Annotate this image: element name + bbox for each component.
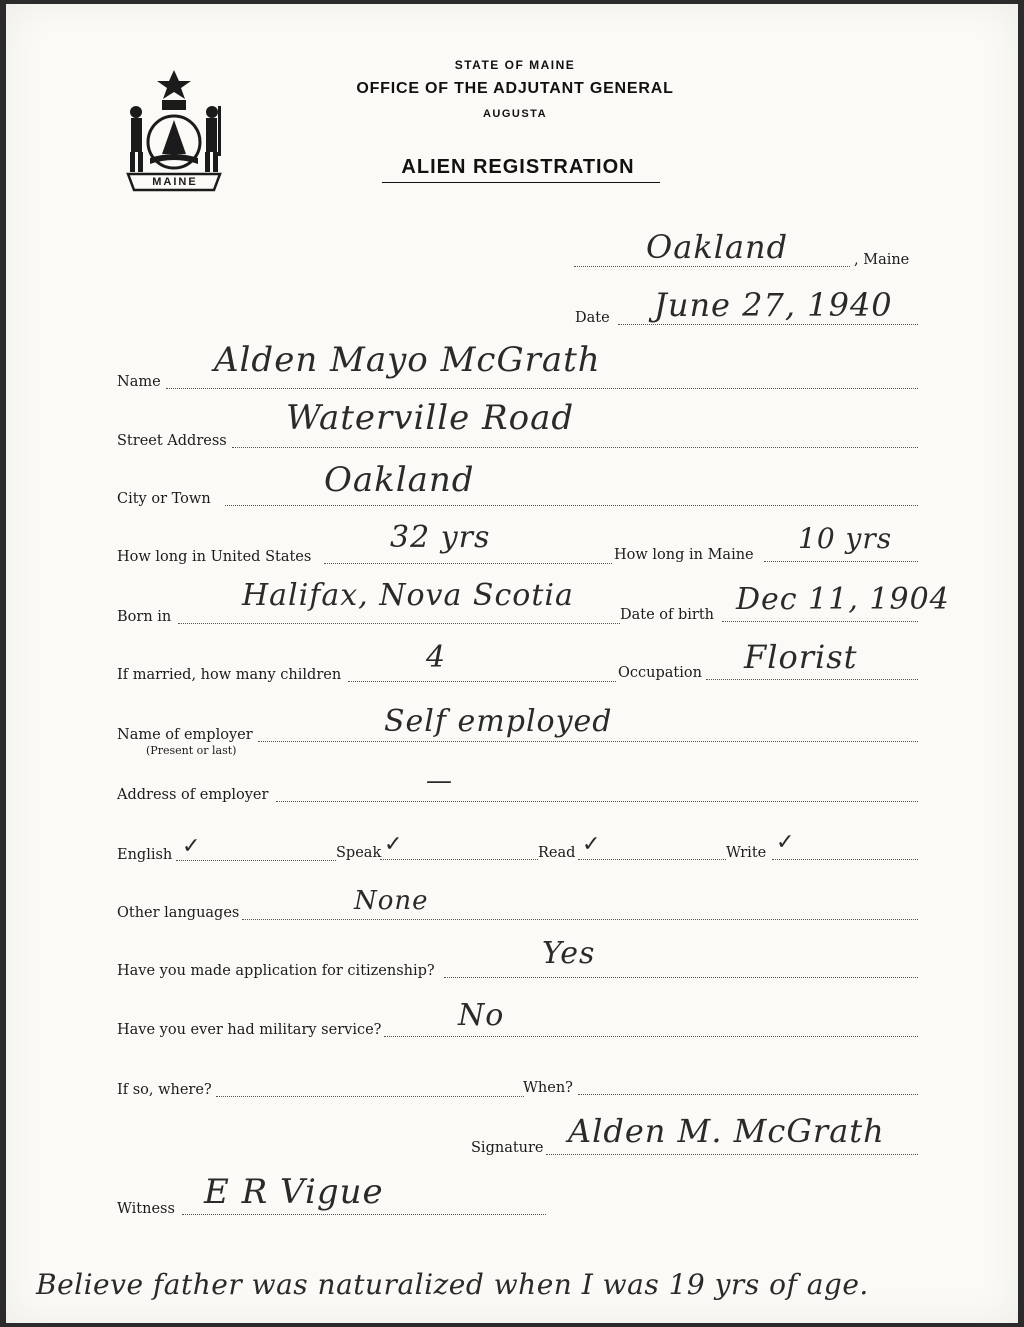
signature-value: Alden M. McGrath xyxy=(568,1112,885,1150)
children-label: If married, how many children xyxy=(117,667,342,683)
name-label: Name xyxy=(117,374,161,390)
citizenship-value: Yes xyxy=(542,936,596,971)
seal-text: MAINE xyxy=(152,176,198,188)
date-of-birth-line xyxy=(722,621,918,622)
city-line xyxy=(225,505,918,506)
registration-form xyxy=(6,4,1018,1323)
date-of-birth-label: Date of birth xyxy=(620,607,715,623)
children-value: 4 xyxy=(426,640,447,675)
how-long-maine-line xyxy=(764,561,918,562)
street-address-value: Waterville Road xyxy=(286,398,575,438)
write-label: Write xyxy=(726,845,767,861)
form-title: ALIEN REGISTRATION xyxy=(401,156,635,178)
english-line xyxy=(176,860,336,861)
date-line xyxy=(618,324,918,325)
header-city: AUGUSTA xyxy=(482,108,548,120)
speak-label: Speak xyxy=(336,845,382,861)
employer-address-line xyxy=(276,801,918,802)
employer-note: (Present or last) xyxy=(146,744,237,757)
signature-line xyxy=(546,1154,918,1155)
occupation-value: Florist xyxy=(744,638,858,676)
town-suffix-label: , Maine xyxy=(854,252,910,268)
witness-value: E R Vigue xyxy=(204,1172,384,1212)
employer-value: Self employed xyxy=(384,704,613,739)
read-line xyxy=(578,859,726,860)
where-line xyxy=(216,1096,524,1097)
city-label: City or Town xyxy=(117,491,211,507)
handwritten-note: Believe father was naturalized when I was 19 yrs of age. xyxy=(36,1268,869,1301)
where-label: If so, where? xyxy=(117,1082,212,1098)
military-value: No xyxy=(458,998,505,1033)
write-check: ✓ xyxy=(776,830,795,855)
speak-line xyxy=(380,859,538,860)
speak-check: ✓ xyxy=(384,832,403,857)
when-line xyxy=(578,1094,918,1095)
header-office: OFFICE OF THE ADJUTANT GENERAL xyxy=(356,80,674,97)
street-address-line xyxy=(232,447,918,448)
date-value: June 27, 1940 xyxy=(654,286,893,324)
other-languages-label: Other languages xyxy=(117,905,240,921)
how-long-us-line xyxy=(324,563,612,564)
english-check: ✓ xyxy=(182,834,201,859)
name-line xyxy=(166,388,918,389)
citizenship-line xyxy=(444,977,918,978)
header-state: STATE OF MAINE xyxy=(454,58,576,72)
title-underline xyxy=(382,182,660,183)
born-in-value: Halifax, Nova Scotia xyxy=(242,578,574,613)
occupation-line xyxy=(706,679,918,680)
witness-line xyxy=(182,1214,546,1215)
other-languages-line xyxy=(242,919,918,920)
occupation-label: Occupation xyxy=(618,665,702,681)
date-label: Date xyxy=(575,310,610,326)
employer-line xyxy=(258,741,918,742)
when-label: When? xyxy=(523,1080,573,1096)
employer-address-value: — xyxy=(426,766,453,796)
name-value: Alden Mayo McGrath xyxy=(214,340,601,380)
city-value: Oakland xyxy=(324,460,475,500)
citizenship-label: Have you made application for citizenship? xyxy=(117,963,435,979)
signature-label: Signature xyxy=(471,1140,544,1156)
children-line xyxy=(348,681,616,682)
other-languages-value: None xyxy=(354,886,429,916)
english-label: English xyxy=(117,847,173,863)
read-check: ✓ xyxy=(582,832,601,857)
military-line xyxy=(384,1036,918,1037)
how-long-us-label: How long in United States xyxy=(117,549,312,565)
read-label: Read xyxy=(538,845,576,861)
write-line xyxy=(772,859,918,860)
how-long-us-value: 32 yrs xyxy=(390,520,491,555)
born-in-label: Born in xyxy=(117,609,172,625)
employer-label: Name of employer xyxy=(117,727,253,743)
street-address-label: Street Address xyxy=(117,433,227,449)
born-in-line xyxy=(178,623,620,624)
date-of-birth-value: Dec 11, 1904 xyxy=(736,582,950,617)
town-value: Oakland xyxy=(646,228,789,266)
how-long-maine-value: 10 yrs xyxy=(798,522,893,555)
military-label: Have you ever had military service? xyxy=(117,1022,382,1038)
employer-address-label: Address of employer xyxy=(117,787,269,803)
town-line xyxy=(574,266,850,267)
witness-label: Witness xyxy=(117,1201,175,1217)
how-long-maine-label: How long in Maine xyxy=(614,547,754,563)
